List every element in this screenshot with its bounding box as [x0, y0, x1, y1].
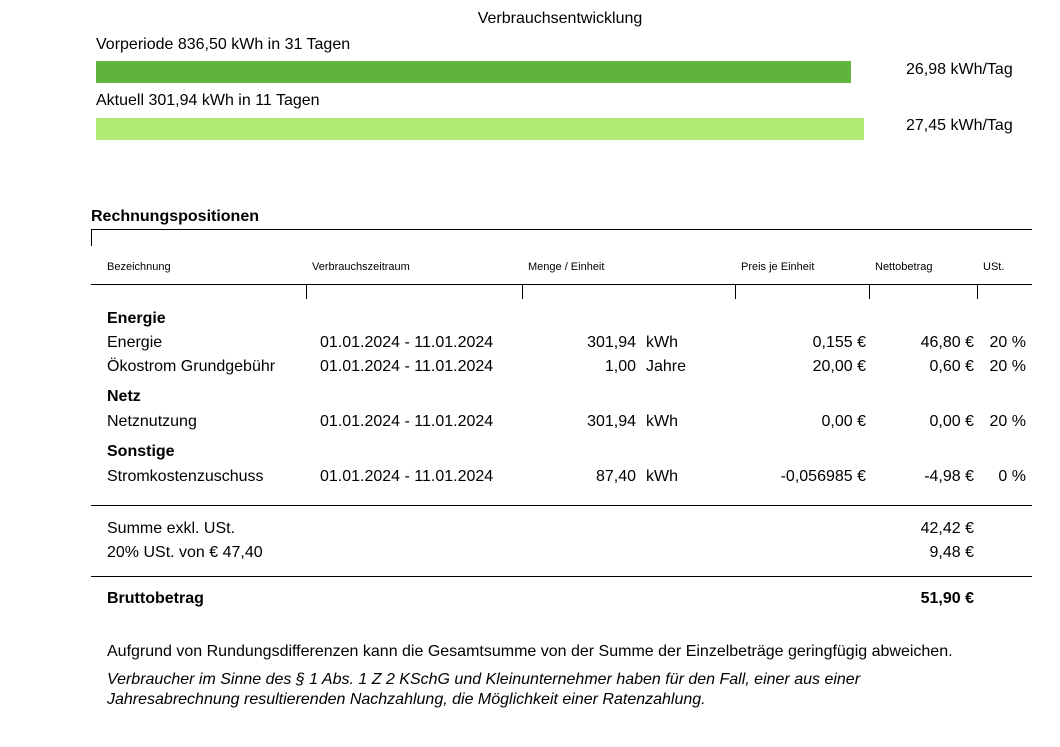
- header-rule: [91, 284, 1032, 285]
- sum-value: 42,42 €: [920, 520, 974, 537]
- col-header-preis: Preis je Einheit: [741, 261, 815, 273]
- col-header-ust: USt.: [983, 261, 1005, 273]
- row-quantity: 301,94: [587, 334, 636, 351]
- row-period: 01.01.2024 - 11.01.2024: [320, 468, 494, 485]
- sum-label: Summe exkl. USt.: [107, 520, 236, 537]
- col-header-netto: Nettobetrag: [875, 261, 933, 273]
- row-unit: kWh: [646, 413, 678, 430]
- col-header-bezeichnung: Bezeichnung: [107, 261, 171, 273]
- row-name: Ökostrom Grundgebühr: [107, 358, 276, 375]
- section-rule: [91, 229, 1032, 230]
- group-title: Netz: [107, 388, 141, 405]
- section-rule-tick: [91, 229, 92, 246]
- group-title: Sonstige: [107, 443, 175, 460]
- row-period: 01.01.2024 - 11.01.2024: [320, 413, 494, 430]
- row-price: 20,00 €: [812, 358, 866, 375]
- row-net: -4,98 €: [924, 468, 974, 485]
- row-price: 0,00 €: [821, 413, 866, 430]
- value-label-previous: 26,98 kWh/Tag: [906, 61, 1013, 78]
- column-tick: [977, 284, 978, 299]
- chart-title: Verbrauchsentwicklung: [477, 10, 643, 27]
- total-rule: [91, 576, 1032, 577]
- row-name: Stromkostenzuschuss: [107, 468, 264, 485]
- vat-value: 9,48 €: [929, 544, 974, 561]
- rounding-note: Aufgrund von Rundungsdifferenzen kann die Gesamtsumme von der Summe der Einzelbeträge geringfügig abweichen.: [107, 643, 953, 660]
- column-tick: [522, 284, 523, 299]
- column-tick: [306, 284, 307, 299]
- row-price: -0,056985 €: [780, 468, 866, 485]
- row-period: 01.01.2024 - 11.01.2024: [320, 334, 494, 351]
- row-period: 01.01.2024 - 11.01.2024: [320, 358, 494, 375]
- row-name: Netznutzung: [107, 413, 197, 430]
- subtotal-rule: [91, 505, 1032, 506]
- row-unit: Jahre: [646, 358, 687, 375]
- series-label-current: Aktuell 301,94 kWh in 11 Tagen: [96, 92, 320, 109]
- row-quantity: 87,40: [595, 468, 636, 485]
- row-net: 0,60 €: [929, 358, 974, 375]
- row-net: 0,00 €: [929, 413, 974, 430]
- group-title: Energie: [107, 310, 166, 327]
- col-header-zeitraum: Verbrauchszeitraum: [312, 261, 410, 273]
- row-price: 0,155 €: [812, 334, 866, 351]
- col-header-menge: Menge / Einheit: [528, 261, 605, 273]
- row-quantity: 301,94: [587, 413, 636, 430]
- gross-label: Bruttobetrag: [107, 590, 204, 607]
- column-tick: [869, 284, 870, 299]
- consumer-note-line1: Verbraucher im Sinne des § 1 Abs. 1 Z 2 KSchG und Kleinunternehmer haben für den Fall, einer aus einer: [107, 671, 861, 688]
- row-name: Energie: [107, 334, 163, 351]
- row-unit: kWh: [646, 468, 678, 485]
- row-net: 46,80 €: [920, 334, 974, 351]
- series-label-previous: Vorperiode 836,50 kWh in 31 Tagen: [96, 36, 351, 53]
- column-tick: [735, 284, 736, 299]
- row-vat: 20 %: [989, 334, 1026, 351]
- bar-previous-period: [96, 61, 851, 83]
- bar-current-period: [96, 118, 864, 140]
- gross-value: 51,90 €: [920, 590, 974, 607]
- row-vat: 20 %: [989, 413, 1026, 430]
- consumer-note-line2: Jahresabrechnung resultierenden Nachzahlung, die Möglichkeit einer Ratenzahlung.: [107, 691, 706, 708]
- vat-label: 20% USt. von € 47,40: [107, 544, 263, 561]
- row-vat: 20 %: [989, 358, 1026, 375]
- row-unit: kWh: [646, 334, 678, 351]
- row-vat: 0 %: [998, 468, 1026, 485]
- value-label-current: 27,45 kWh/Tag: [906, 117, 1013, 134]
- section-title: Rechnungspositionen: [91, 208, 259, 225]
- row-quantity: 1,00: [604, 358, 636, 375]
